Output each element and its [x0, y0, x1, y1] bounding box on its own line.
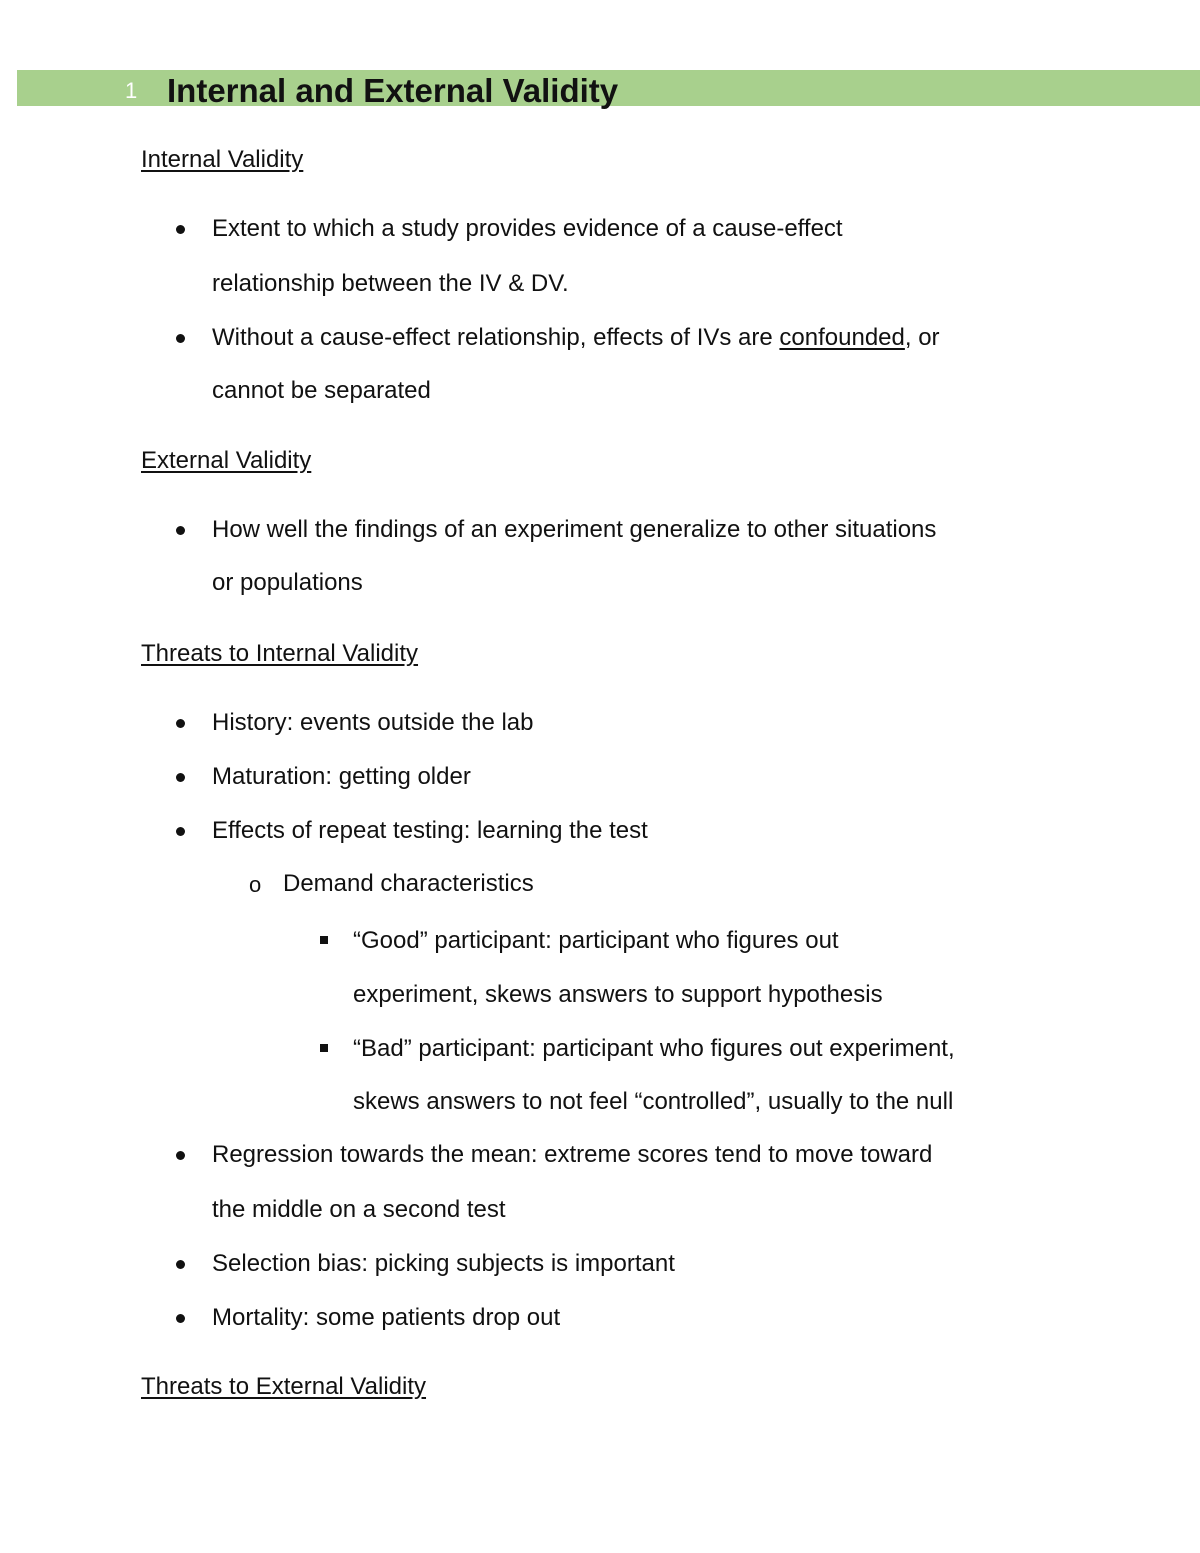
list-item-selection-bias: Selection bias: picking subjects is important: [212, 1250, 675, 1277]
list-item-repeat-testing: Effects of repeat testing: learning the test: [212, 817, 648, 844]
list-item-continuation: skews answers to not feel “controlled”, usually to the null: [353, 1088, 954, 1115]
square-bullet-icon: [320, 1044, 328, 1052]
section-title-external-validity: External Validity: [141, 447, 312, 474]
list-item-history: History: events outside the lab: [212, 709, 534, 736]
square-bullet-icon: [320, 936, 328, 944]
bullet-icon: [176, 1260, 185, 1269]
list-item-continuation: cannot be separated: [212, 377, 431, 404]
list-item-continuation: experiment, skews answers to support hypothesis: [353, 981, 883, 1008]
bullet-icon: [176, 334, 185, 343]
circle-bullet-icon: o: [249, 872, 262, 897]
section-title-threats-internal: Threats to Internal Validity: [141, 640, 419, 667]
bullet-icon: [176, 1314, 185, 1323]
list-item-good-participant: “Good” participant: participant who figures out: [353, 927, 839, 954]
heading-number: 1: [125, 78, 138, 103]
bullet-icon: [176, 526, 185, 535]
term-confounded: confounded: [779, 324, 905, 351]
bullet-icon: [176, 827, 185, 836]
list-item-continuation: the middle on a second test: [212, 1196, 506, 1223]
section-title-internal-validity: Internal Validity: [141, 146, 304, 173]
bullet-icon: [176, 1151, 185, 1160]
list-item-maturation: Maturation: getting older: [212, 763, 471, 790]
page-title: Internal and External Validity: [167, 72, 619, 109]
list-item-bad-participant: “Bad” participant: participant who figures out experiment,: [353, 1035, 955, 1062]
list-item-mortality: Mortality: some patients drop out: [212, 1304, 561, 1331]
list-item-text: Without a cause-effect relationship, effects of IVs are: [212, 324, 780, 351]
bullet-icon: [176, 719, 185, 728]
list-item-continuation: relationship between the IV & DV.: [212, 270, 569, 297]
bullet-icon: [176, 773, 185, 782]
bullet-icon: [176, 225, 185, 234]
list-item: How well the findings of an experiment generalize to other situations: [212, 516, 937, 543]
section-title-threats-external: Threats to External Validity: [141, 1373, 427, 1400]
list-item-regression: Regression towards the mean: extreme scores tend to move toward: [212, 1141, 933, 1168]
list-item-demand-characteristics: Demand characteristics: [283, 870, 534, 897]
list-item-text: , or: [904, 324, 940, 351]
list-item: Extent to which a study provides evidence of a cause-effect: [212, 215, 843, 242]
list-item: [212, 323, 940, 353]
list-item-continuation: or populations: [212, 569, 363, 596]
